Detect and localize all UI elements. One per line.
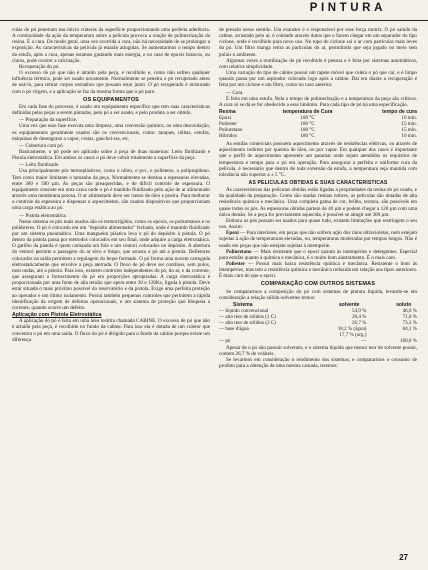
definition-text: — Mais resistente que o epoxi quanto às intempéries e detergentes. Especial para estufas quanto à química e mecânica, é o muito bom alastramento. É o mais caro. [219,248,417,261]
table-cell: — alto teor de sólidos (2 C) [219,319,276,326]
table-cell: Poliuretano [219,127,243,134]
term-epoxi: Epoxi [226,230,239,237]
table-cell: 10 min. [401,115,417,122]
table-cell: 17,7 % (org.) [339,331,367,338]
paragraph: É feita em uma estufa. Nela o tempo de polimerização e a temperatura da peça são críticos. A cura só se dá se for obedecido a esse binômio. Para cada tipo de pó há uma especificação. [219,95,417,108]
column-header: tempo de cura [382,109,417,116]
paragraph: Algumas vezes a reutilização do pó recolhido é penosa e é feita por sistemas automáticos, com relativa simplicidade. [219,57,417,70]
definition-text: — Para interiores, em peças que não sofrem ação dos raios ultravioletas, nem estejam sujeitas à ação de temperaturas elevadas, ou, temperaturas moderadas por tempos longos. Não é usado em peças que não estejam sujeitas à intempérie. [219,230,417,249]
table-cell: 15 min. [401,127,417,134]
cure-table [219,109,417,139]
paragraph-poliuretano [219,249,417,261]
paragraph: Apesar de o pó não possuir solventes, e o sistema líquido que menor teor de solvente possui, contem 26,7 % de voláteis. [219,344,417,358]
table-cell: 15 min. [401,121,417,128]
table-cell: 54,0 % [351,307,367,314]
table-cell: 180 °C [300,127,315,134]
left-column [12,27,210,343]
table-cell: 73,3 % [402,319,417,326]
term-poliester: Poliester [226,261,246,267]
table-cell: Epoxi [219,115,232,122]
subsection-heading: — Cura [226,89,243,96]
term-poliuretano: Poliuretano [226,248,252,255]
paragraph: Basicamente, o pó pode ser aplicado sobre a peça de duas maneiras: Leito fluidizado e Pistola eletrostática. Em ambos os casos o pó deve cobrir totalmente a superfície da peça. [12,148,210,162]
table-cell: Hibridos [219,133,237,140]
paragraph-epoxi [219,230,417,248]
subsection-heading: — Leito fluidizado [19,162,59,169]
paragraph: culas do pó penetram nas micro crateras da superfície proporcionando uma perfeita aderência. A continuidade da ação da temperatura sobre a película provoca a reação de polimerização da resina. É a cura. De modo geral, uma vez ocorrida a cura, não há necessidade de se prolongar a exposição. As características da película já estarão atingidas. Se aumentarmos o tempo dentro da estufa, após a cura, apenas estamos gastando mais energia, e no caso de epoxis brancos, ou claros, pode ocorrer a calcinação. [12,27,210,64]
page-title: PINTURA [309,2,386,14]
paragraph: As estufas comerciais possuem aquecimento através de resistências elétricas, ou através de aquecimento indireto por queima de óleo, ou por vapor. Em qualquer dos casos é importante que o perfil de aquecimento apresente um patamar onde sejam atendidos os requisitos de temperatura e tempo para o pó em operação. Para assegurar a perfeita e uniforme cura da película, é necessário que dentro de toda extensão da estufa, a temperatura seja mantida com tolerância não superior a ± 5 °C. [219,141,417,178]
table-cell: 100,0 % [400,337,417,344]
paragraph: Embora os pós possam ser usados para quase tudo, existem limitações que restringem o seu uso. Assim: [219,217,417,231]
column-header: temperatura de Cura [282,109,333,116]
table-cell: 180 °C [300,115,315,122]
section-heading-comparacao: COMPARAÇÃO COM OUTROS SISTEMAS [260,281,376,288]
definition-text: — Possui mais baixa resistência química e mecânica. Resistente o bom às intempéries, mas tem a resistência química e mecânica reduzida em relação aos tipos anteriores. É mais caro do que o epoxi. [219,261,417,280]
table-row [219,133,417,139]
subsection-heading-cabine: Aplicação com Pistola Eletrostática [12,312,102,319]
column-header: soluto [396,301,412,308]
table-row [219,338,417,344]
table-cell: 28,4 % [351,313,367,320]
table-cell: 180 °C [300,133,315,140]
page-header [0,0,428,21]
paragraph: Uma variação do tipo de cabine possui um tapete móvel que coleta o pó que cai, e é limpo quando passa por um aspirador colocado logo após a cabine. Daí em diante a recuperação é feita por um ciclone e um filtro, como no caso anterior. [219,70,417,89]
paragraph: Se levarmos em consideração o rendimento dos sistemas, e compararmos o consumo de produto para a obtenção de uma mesma camada, teremos: [219,357,417,370]
table-cell: — base d'água [219,325,249,332]
page-number: 27 [399,553,408,562]
paragraph: de pressão nesse sentido. Um exaustor é o responsável por esse força motriz. O pó saindo da cabine, arrastado pelo ar, é coletado através dutos que o fazem chegar em um separador do tipo ciclone, onde é recolhido para novo uso. No topo do ciclone sai o ar com partículas mais leves do pó. Um filtro manga retira as partículas do ar, permitindo que seja jogado no meio sem poluir o ambiente. [219,27,417,58]
table-cell: 46,0 % [402,307,417,314]
paragraph: Usa principalmente pós termoplásticos, como o nilon, o pvc, o polieteno, o polipropileno. Tem como maior limitante o tamanho da peça. Normalmente se destina a espessuras elevadas, entre 300 e 500 µm. As peças são preaquecidas, e de difícil controle de espessura. O equipamento consiste em uma caixa onde o pó é mantido fluidizado pelo ação de ar alimentado através uma membrana porosa. O ar alimentado deve ser isento de óleo e poeira. Para melhorar o controle da espessura e dispensar o aquecimento, são usados dispositivos que proporcionam uma carga estática ao pó. [12,168,210,212]
table-cell: — alto teor de sólidos (1 C) [219,313,276,320]
table-cell: 10 min. [401,133,417,140]
column-header: Resina [219,109,236,116]
subsection-heading: — Pistola eletrostática. [19,212,67,219]
paragraph: A aplicação do pó é feita em uma área restrita chamada CABINE. O excesso de pó que não é atraído pela peça, é recolhido no fundo da cabine. Para isso ela é dotada de um coletor que concentra o pó em uma saída. O fluxo do pó é dirigido para o fundo da cabine porque existe um diferença [12,318,210,343]
paragraph: Uma vez que esse fase executa uma limpeza, uma conversão química, ou uma desoxidação, os equipamentos geralmente usados são os convencionais, como: tanques, túlhas, estufas, máquinas de desengraxe a vapor, cestas, ganchei-ras, etc. [12,123,210,142]
paragraph: As características das películas obtidas estão ligadas a propriedades da resina do pó usado, e da qualidade da preparação. Como são usadas resinas nobres, as películas são dotadas de alta resistência química e mecânica. Uma completa gama de cor, brilho, textura, são possíveis em quase todos os pós. As espessuras obtidas partem de 40 µm e podem chegar a 120 µm com uma única demão. Se a peça for previamente aquecida, é possível se atingir até 300 µm. [219,187,417,218]
paragraph: Se compararmos a composição do pó com sistemas de pintura líquida, levando-se em consideração a relação sólido-solventes temos: [219,288,417,301]
table-cell: 18,2 % (água) [337,325,367,332]
table-cell: — líquido convencional [219,307,269,314]
paragraph: Recuperação do pó. [19,63,60,70]
paragraph-poliester [219,261,417,279]
table-cell: 71,6 % [402,313,417,320]
paragraph: Nesse sistema os pós mais usados são os termorrígidos, como os epoxis, os poliuretanos e os poliésteres. O pó é colocado em um "depósito alimentador" fechado, onde é mantido fluidizado por um sistema pneumático. Uma mangueira plástica leva o pó do depósito à pistola. O pó dentro da pistola passa por eletrodos colocados em seu final, onde adquire a carga eletrostática. O gatilho da pistola é quem comanda um fole e um ventori colocados no depósito. A abertura do ventori permite a passagem do ar sêco e limpo, que arrasta o pó até a pistola. Defletores colocados na saída permitem a regulagem do leque formado. O pó forma uma nuvem carregada eletrostaticamente que envolve a peça aterrada. O fluxo de pó deve ser contínuo, sem pulos, nem ondas, até a pistola. Para isso, existem controles independentes do pó, do ar, e da corrente, que asseguram o fornecimento do pó em proporções apropriadas. A carga eletrostática é proporcionada por uma fonte de alta tensão que opera entre 30 e 120Kv, ligada à pistola. Deve estar situada o mais próximo possível do reservatório e da pistola. Exige uma perfeita proteção ao operador e um ótimo isolamento. Possui também pequenos controles que permitem a rápida identificação da origem de defeitos operacionais, e um sistema de proteção que bloqueia a corrente, quando ocorre um defeito. [12,218,210,311]
subsection-heading: — Preparação da superfície. [19,117,78,124]
column-header: solvente [338,301,360,308]
comparison-table [219,302,417,344]
subsection-heading: — Cobertura com pó. [19,142,64,149]
table-cell: 26,7 % [351,319,367,326]
table-cell: Poliester [219,121,237,128]
column-header: Sistema [233,301,253,308]
paragraph: Em cada fase do processo, é usado um equipamento específico que tem suas características definidas pelas peças a serem pintadas, pelo pó a ser usado, e pelo produto a ser obtido. [12,103,210,117]
table-cell: — [361,337,367,344]
table-cell: — pó [219,337,231,344]
section-heading-equipamentos: OS EQUIPAMENTOS [83,96,139,103]
right-column [219,27,417,370]
table-cell: 180 °C [300,121,315,128]
table-cell: 64,1 % [402,325,417,332]
section-heading-peliculas: AS PELICULAS OBTIDAS E SUAS CARACTERISTICAS [248,179,388,186]
paragraph: O excesso de pó que não é atraído pela peça, é recolhido e, como não sofreu qualquer influência térmica, pode ser usado novamente. Normalmente se peneira o pó recuperado antes de usá-lo, para retirar corpos estranhos que possam estar junto. O pó recuperado é misturado com o pó virgem, e a aplicação se faz da mesma forma que o pó puro. [12,70,210,95]
